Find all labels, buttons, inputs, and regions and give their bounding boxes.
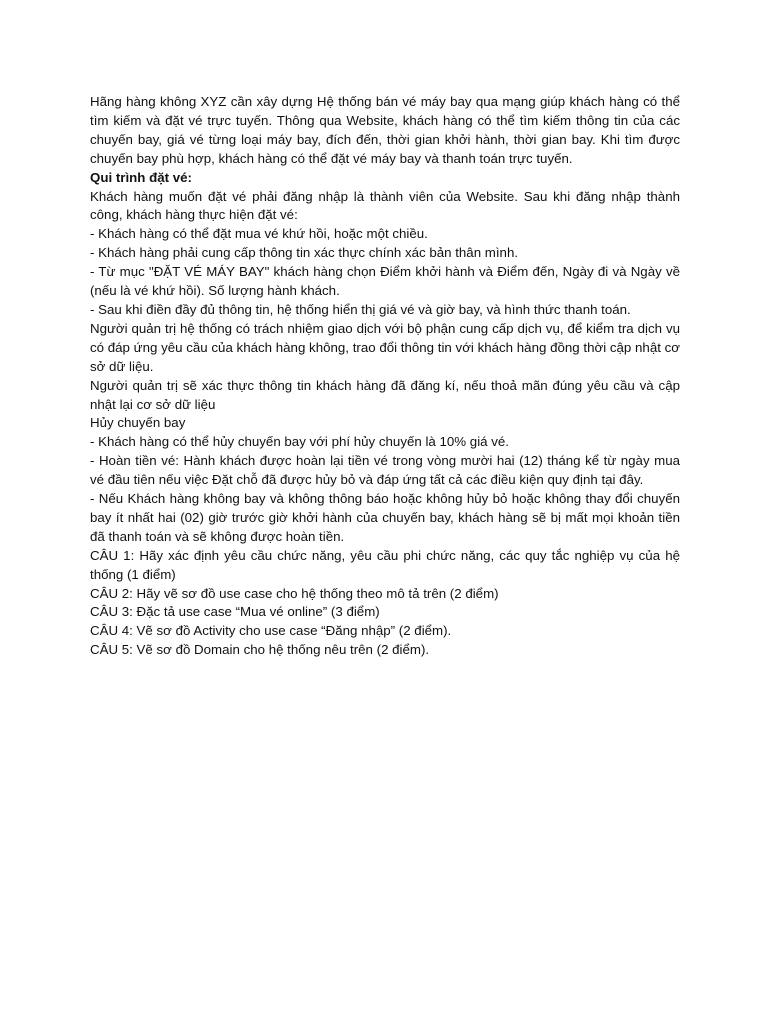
admin-paragraph: Người quản trị sẽ xác thực thông tin khách hàng đã đăng kí, nếu thoả mãn đúng yêu cầu và cập nhật lại cơ sở dữ liệu (90, 377, 680, 412)
document-body (90, 93, 680, 660)
question-item: CÂU 1: Hãy xác định yêu cầu chức năng, yêu cầu phi chức năng, các quy tắc nghiệp vụ của hệ thống (1 điểm) (90, 547, 680, 582)
cancel-item: - Nếu Khách hàng không bay và không thông báo hoặc không hủy bỏ hoặc không thay đổi chuyến bay ít nhất hai (02) giờ trước giờ khởi hành của chuyến bay, khách hàng sẽ bị mất mọi khoản tiền đã thanh toán và sẽ không được hoàn tiền. (90, 491, 680, 544)
cancel-item: - Hoàn tiền vé: Hành khách được hoàn lại tiền vé trong vòng mười hai (12) tháng kể từ ngày mua vé đầu tiên nếu việc Đặt chỗ đã được hủy bỏ và đáp ứng tất cả các điều kiện quy định tại đây. (90, 453, 680, 488)
cancel-item: - Khách hàng có thể hủy chuyến bay với phí hủy chuyến là 10% giá vé. (90, 434, 509, 450)
booking-intro: Khách hàng muốn đặt vé phải đăng nhập là thành viên của Website. Sau khi đăng nhập thành công, khách hàng thực hiện đặt vé: (90, 188, 680, 223)
cancel-heading: Hủy chuyến bay (90, 415, 186, 431)
question-item: CÂU 4: Vẽ sơ đồ Activity cho use case “Đăng nhập” (2 điểm). (90, 623, 452, 639)
booking-heading: Qui trình đặt vé: (90, 169, 192, 185)
booking-item: - Khách hàng có thể đặt mua vé khứ hồi, hoặc một chiều. (90, 226, 428, 242)
booking-item: - Từ mục "ĐẶT VÉ MÁY BAY" khách hàng chọn Điểm khởi hành và Điểm đến, Ngày đi và Ngày về (nếu là vé khứ hồi). Số lượng hành khách. (90, 264, 680, 299)
booking-item: - Sau khi điền đầy đủ thông tin, hệ thống hiển thị giá vé và giờ bay, và hình thức thanh toán. (90, 301, 631, 317)
intro-paragraph: Hãng hàng không XYZ cần xây dựng Hệ thống bán vé máy bay qua mạng giúp khách hàng có thể tìm kiếm và đặt vé trực tuyến. Thông qua Website, khách hàng có thể tìm kiếm thông tin của các chuyến bay, giá vé từng loại máy bay, đích đến, thời gian khởi hành, thời gian bay. Khi tìm được chuyến bay phù hợp, khách hàng có thể đặt vé máy bay và thanh toán trực tuyến. (90, 94, 680, 166)
booking-item: - Khách hàng phải cung cấp thông tin xác thực chính xác bản thân mình. (90, 245, 519, 261)
admin-paragraph: Người quản trị hệ thống có trách nhiệm giao dịch với bộ phận cung cấp dịch vụ, để kiểm tra dịch vụ có đáp ứng yêu cầu của khách hàng không, trao đổi thông tin với khách hàng đồng thời cập nhật cơ sở dữ liệu. (90, 320, 680, 374)
question-item: CÂU 2: Hãy vẽ sơ đồ use case cho hệ thống theo mô tả trên (2 điểm) (90, 585, 499, 601)
question-item: CÂU 5: Vẽ sơ đồ Domain cho hệ thống nêu trên (2 điểm). (90, 642, 430, 658)
question-item: CÂU 3: Đặc tả use case “Mua vé online” (3 điểm) (90, 604, 380, 620)
